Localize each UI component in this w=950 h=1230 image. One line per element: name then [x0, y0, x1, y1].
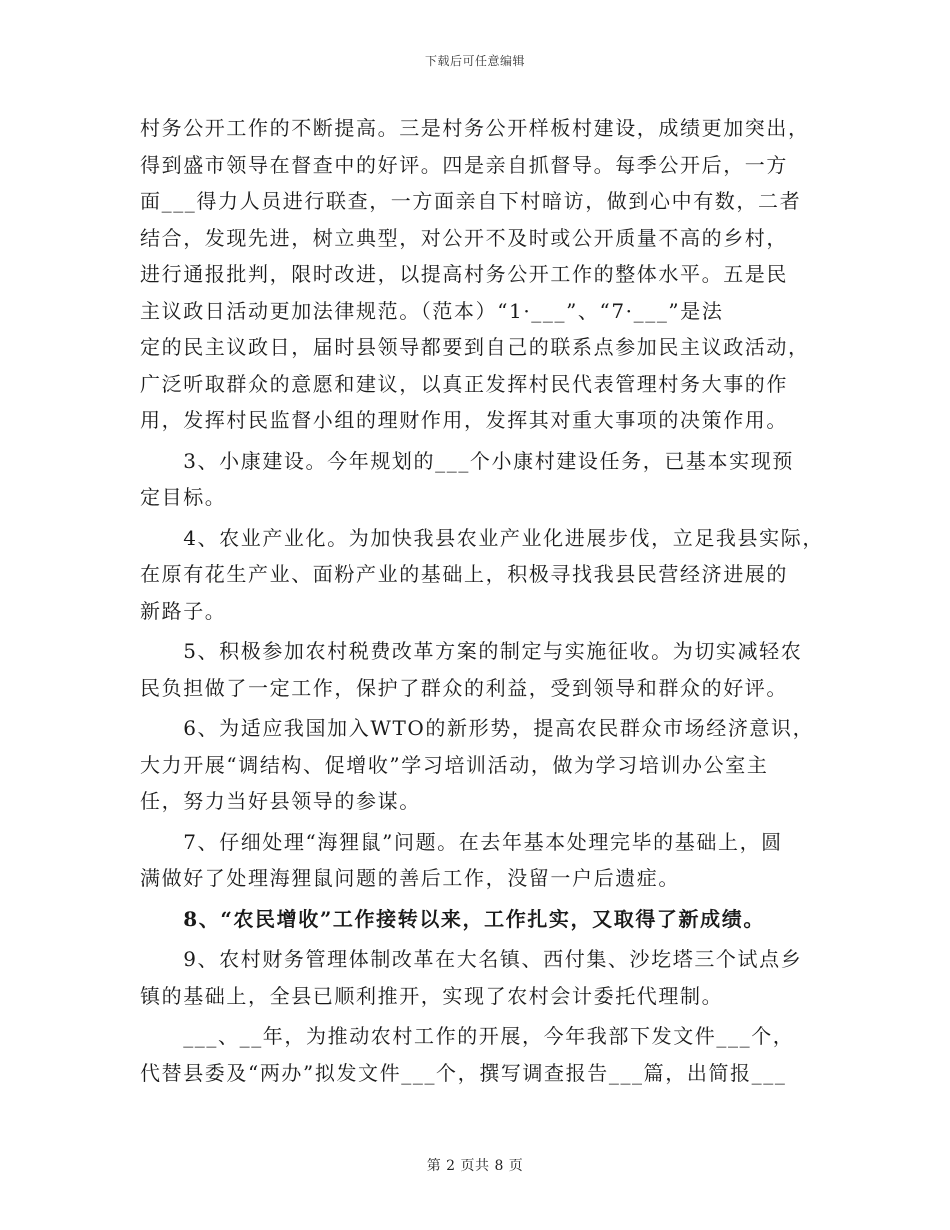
paragraph-3-line: 定目标。	[140, 485, 227, 509]
text-line: 结合，发现先进，树立典型，对公开不及时或公开质量不高的乡村，	[140, 225, 788, 250]
text-line: 进行通报批判，限时改进，以提高村务公开工作的整体水平。五是民	[140, 262, 788, 286]
paragraph-7-line: 满做好了处理海狸鼠问题的善后工作，没留一户后遗症。	[140, 866, 680, 890]
paragraph-5-line: 5、积极参加农村税费改革方案的制定与实施征收。为切实减轻农	[140, 639, 803, 663]
document-body	[140, 110, 824, 1091]
text-line: 面___得力人员进行联查，一方面亲自下村暗访，做到心中有数，二者	[140, 189, 802, 213]
paragraph-9-line: 镇的基础上，全县已顺利推开，实现了农村会计委托代理制。	[140, 983, 724, 1008]
paragraph-4-line: 新路子。	[140, 598, 227, 623]
text-line: 村务公开工作的不断提高。三是村务公开样板村建设，成绩更加突出，	[140, 116, 810, 140]
paragraph-9-line: 9、农村财务管理体制改革在大名镇、西付集、沙圪塔三个试点乡	[140, 947, 803, 971]
paragraph-6-line: 任，努力当好县领导的参谋。	[140, 789, 421, 813]
paragraph-3-line: 3、小康建设。今年规划的___个小康村建设任务，已基本实现预	[140, 448, 794, 473]
text-line: 用，发挥村民监督小组的理财作用，发挥其对重大事项的决策作用。	[140, 408, 788, 432]
text-line: 得到盛市领导在督查中的好评。四是亲自抓督导。每季公开后，一方	[140, 152, 788, 177]
paragraph-7-line: 7、仔细处理“海狸鼠”问题。在去年基本处理完毕的基础上，圆	[140, 829, 783, 854]
paragraph-6-line: 6、为适应我国加入WTO的新形势，提高农民群众市场经济意识，	[140, 716, 815, 740]
paragraph-4-line: 4、农业产业化。为加快我县农业产业化进展步伐，立足我县实际，	[140, 525, 824, 550]
paragraph-5-line: 民负担做了一定工作，保护了群众的利益，受到领导和群众的好评。	[140, 675, 788, 700]
paragraph-10-line: ___、__年，为推动农村工作的开展，今年我部下发文件___个，	[140, 1024, 795, 1048]
paragraph-4-line: 在原有花生产业、面粉产业的基础上，积极寻找我县民营经济进展的	[140, 562, 788, 586]
text-line: 主议政日活动更加法律规范。（范本）“1·___”、“7·___”是法	[140, 298, 724, 323]
text-line: 定的民主议政日，届时县领导都要到自己的联系点参加民主议政活动，	[140, 335, 810, 359]
paragraph-6-line: 大力开展“调结构、促增收”学习培训活动，做为学习培训办公室主	[140, 752, 769, 777]
text-line: 广泛听取群众的意愿和建议，以真正发挥村民代表管理村务大事的作	[140, 371, 788, 396]
page-footer: 第 2 页共 8 页	[426, 1158, 524, 1174]
paragraph-8-heading: 8、“农民增收”工作接转以来，工作扎实，又取得了新成绩。	[140, 906, 765, 931]
paragraph-10-line: 代替县委及“两办”拟发文件___个，撰写调查报告___篇，出简报___	[140, 1060, 787, 1085]
page-header: 下载后可任意编辑	[424, 54, 525, 68]
